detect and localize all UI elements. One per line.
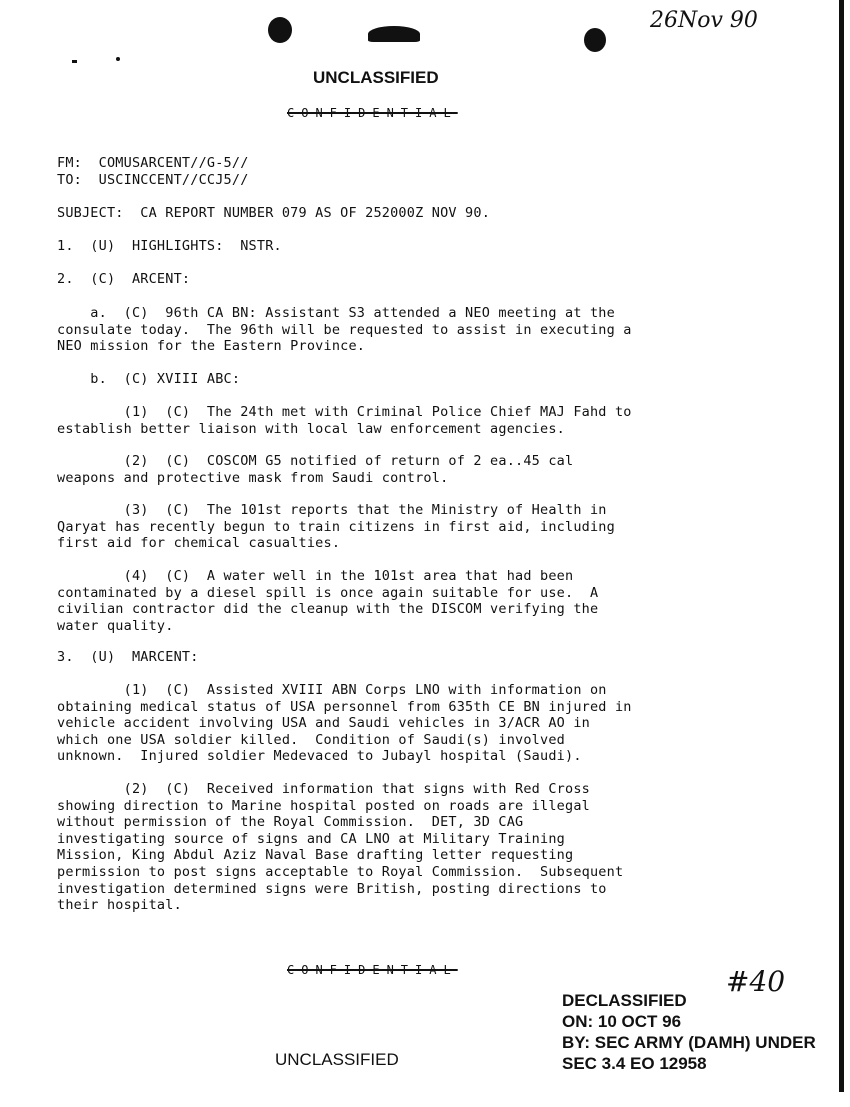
declass-line-2: ON: 10 OCT 96 [562, 1012, 682, 1031]
paragraph-3-1: (1) (C) Assisted XVIII ABN Corps LNO with information on obtaining medical status of USA personnel from 635th CE BN injured in vehicle accident involving USA and Saudi vehicles in 3/ACR AO in which one USA soldier killed. Condition of Saudi(s) involved unknown. Injured soldier Medevaced to Jubayl hospital (Saudi). [57, 682, 632, 765]
section-3-marcent: 3. (U) MARCENT: [57, 649, 199, 665]
paragraph-2b-4: (4) (C) A water well in the 101st area that had been contaminated by a diesel spill is once again suitable for use. A civilian contractor did the cleanup with the DISCOM verifying the water quality. [57, 568, 599, 634]
scan-mark-speck-1 [72, 60, 77, 63]
declass-line-4: SEC 3.4 EO 12958 [562, 1054, 707, 1073]
routing-from: FM: COMUSARCENT//G-5// [57, 155, 249, 171]
section-1-highlights: 1. (U) HIGHLIGHTS: NSTR. [57, 238, 282, 254]
paragraph-2b-1: (1) (C) The 24th met with Criminal Police Chief MAJ Fahd to establish better liaison with local law enforcement agencies. [57, 404, 632, 437]
classification-bottom: UNCLASSIFIED [275, 1050, 399, 1069]
paragraph-2b-3: (3) (C) The 101st reports that the Ministry of Health in Qaryat has recently begun to train citizens in first aid, including first aid for chemical casualties. [57, 502, 615, 552]
classification-top: UNCLASSIFIED [313, 68, 439, 87]
handwritten-initials: #40 [726, 965, 786, 998]
scan-edge-bar [839, 0, 844, 1092]
scan-mark-speck-2 [116, 57, 120, 61]
scan-mark-left-dot [268, 17, 292, 43]
routing-to: TO: USCINCCENT//CCJ5// [57, 172, 249, 188]
section-2-arcent: 2. (C) ARCENT: [57, 271, 191, 287]
scan-mark-center-smudge [368, 26, 420, 42]
paragraph-3-2: (2) (C) Received information that signs with Red Cross showing direction to Marine hospital posted on roads are illegal without permission of the Royal Commission. DET, 3D CAG investigating source of signs and CA LNO at Military Training Mission, King Abdul Aziz Naval Base drafting letter requesting permission to post signs acceptable to Royal Commission. Subsequent investigation determined signs were British, posting directions to their hospital. [57, 781, 624, 914]
paragraph-2a: a. (C) 96th CA BN: Assistant S3 attended a NEO meeting at the consulate today. The 96th will be requested to assist in executing a NEO mission for the Eastern Province. [57, 305, 632, 355]
handwritten-date: 26Nov 90 [650, 8, 758, 33]
declass-line-3: BY: SEC ARMY (DAMH) UNDER [562, 1033, 816, 1052]
paragraph-2b: b. (C) XVIII ABC: [57, 371, 241, 387]
struck-marking-top: CONFIDENTIAL [287, 106, 458, 120]
declass-line-1: DECLASSIFIED [562, 991, 687, 1010]
scan-mark-right-dot [584, 28, 606, 52]
paragraph-2b-2: (2) (C) COSCOM G5 notified of return of 2 ea..45 cal weapons and protective mask from Saudi control. [57, 453, 574, 486]
subject-line: SUBJECT: CA REPORT NUMBER 079 AS OF 252000Z NOV 90. [57, 205, 491, 221]
declassification-stamp [562, 990, 816, 1074]
struck-marking-bottom: CONFIDENTIAL [287, 963, 458, 977]
